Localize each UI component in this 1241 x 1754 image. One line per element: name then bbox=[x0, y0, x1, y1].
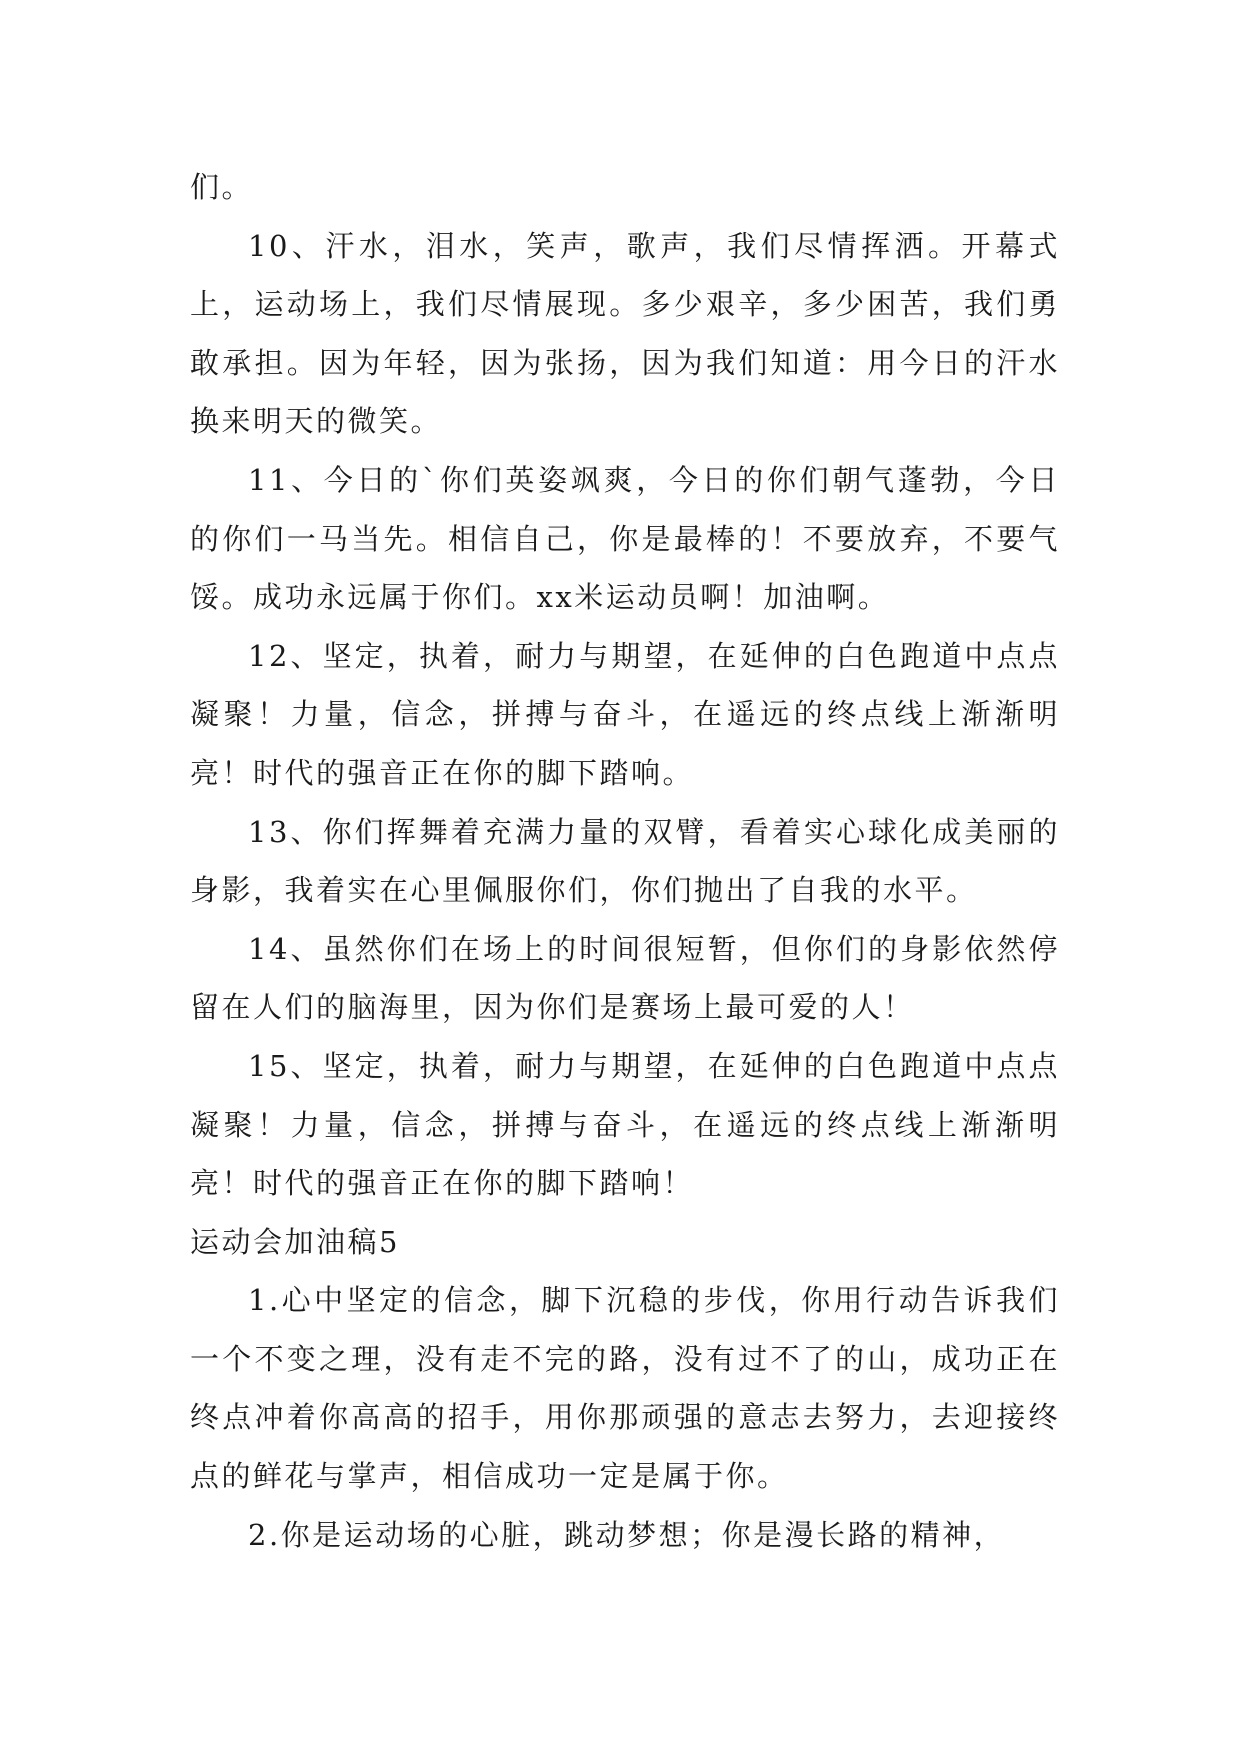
paragraph-continuation: 们。 bbox=[190, 170, 254, 204]
paragraph-13: 13、你们挥舞着充满力量的双臂，看着实心球化成美丽的身影，我着实在心里佩服你们，你们抛出了自我的水平。 bbox=[190, 814, 1060, 908]
paragraph-15: 15、坚定，执着，耐力与期望，在延伸的白色跑道中点点凝聚！力量，信念，拼搏与奋斗，在遥远的终点线上渐渐明亮！时代的强音正在你的脚下踏响！ bbox=[190, 1048, 1060, 1201]
document-body bbox=[190, 158, 1060, 1564]
section-paragraph-1: 1.心中坚定的信念，脚下沉稳的步伐，你用行动告诉我们一个不变之理，没有走不完的路，没有过不了的山，成功正在终点冲着你高高的招手，用你那顽强的意志去努力，去迎接终点的鲜花与掌声，相信成功一定是属于你。 bbox=[190, 1283, 1060, 1494]
paragraph-14: 14、虽然你们在场上的时间很短暂，但你们的身影依然停留在人们的脑海里，因为你们是赛场上最可爱的人！ bbox=[190, 931, 1060, 1025]
paragraph-10: 10、汗水，泪水，笑声，歌声，我们尽情挥洒。开幕式上，运动场上，我们尽情展现。多少艰辛，多少困苦，我们勇敢承担。因为年轻，因为张扬，因为我们知道：用今日的汗水换来明天的微笑。 bbox=[190, 228, 1060, 439]
paragraph-11: 11、今日的`你们英姿飒爽，今日的你们朝气蓬勃，今日的你们一马当先。相信自己，你是最棒的！不要放弃，不要气馁。成功永远属于你们。xx米运动员啊！加油啊。 bbox=[190, 462, 1060, 615]
section-paragraph-2: 2.你是运动场的心脏，跳动梦想；你是漫长路的精神， bbox=[248, 1517, 1006, 1552]
paragraph-12: 12、坚定，执着，耐力与期望，在延伸的白色跑道中点点凝聚！力量，信念，拼搏与奋斗，在遥远的终点线上渐渐明亮！时代的强音正在你的脚下踏响。 bbox=[190, 638, 1060, 790]
section-title: 运动会加油稿5 bbox=[190, 1224, 400, 1259]
